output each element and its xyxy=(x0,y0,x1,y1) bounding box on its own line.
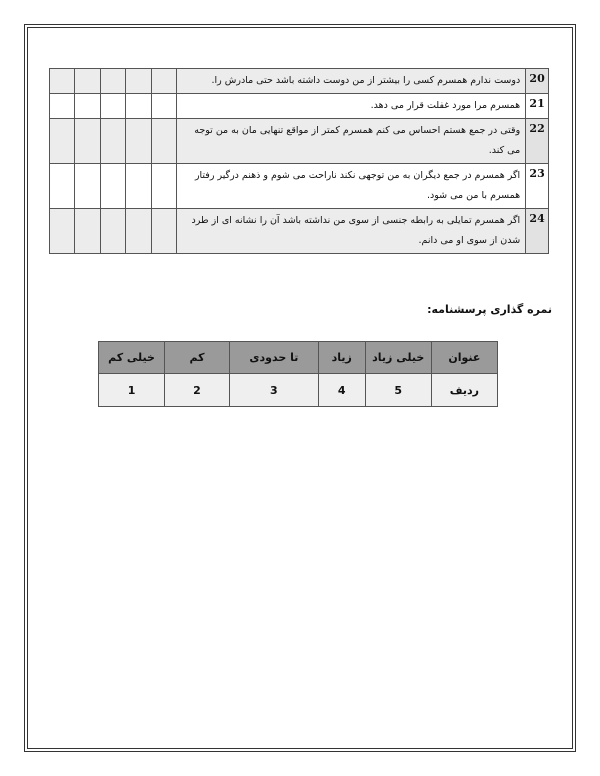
answer-cell[interactable] xyxy=(100,164,125,209)
question-text: وقتی در جمع هستم احساس می کنم همسرم کمتر از مواقع تنهایی مان به من توجه می کند. xyxy=(176,119,525,164)
answer-cell[interactable] xyxy=(100,119,125,164)
question-row xyxy=(50,69,549,94)
question-text: اگر همسرم تمایلی به رابطه جنسی از سوی من نداشته باشد آن را نشانه ای از طرد شدن از سوی او می دانم. xyxy=(176,209,525,254)
answer-cell[interactable] xyxy=(75,164,100,209)
answer-cell[interactable] xyxy=(50,69,75,94)
question-text: دوست ندارم همسرم کسی را بیشتر از من دوست داشته باشد حتی مادرش را. xyxy=(176,69,525,94)
scoring-value-cell: 2 xyxy=(165,374,230,407)
answer-cell[interactable] xyxy=(100,209,125,254)
answer-cell[interactable] xyxy=(75,209,100,254)
question-row xyxy=(50,119,549,164)
answer-cell[interactable] xyxy=(50,164,75,209)
answer-cell[interactable] xyxy=(50,94,75,119)
scoring-header-cell: کم xyxy=(165,342,230,374)
answer-cell[interactable] xyxy=(50,119,75,164)
scoring-header-cell: تا حدودی xyxy=(229,342,318,374)
scoring-value-cell: 5 xyxy=(365,374,431,407)
answer-cell[interactable] xyxy=(151,164,176,209)
scoring-value-row xyxy=(99,374,498,407)
scoring-header-cell: عنوان xyxy=(431,342,497,374)
question-text: اگر همسرم در جمع دیگران به من توجهی نکند ناراحت می شوم و ذهنم درگیر رفتار همسرم با من می شود. xyxy=(176,164,525,209)
answer-cell[interactable] xyxy=(151,119,176,164)
answer-cell[interactable] xyxy=(126,69,151,94)
question-number: 23 xyxy=(526,164,549,209)
question-text: همسرم مرا مورد غفلت قرار می دهد. xyxy=(176,94,525,119)
question-row xyxy=(50,209,549,254)
answer-cell[interactable] xyxy=(100,69,125,94)
question-row xyxy=(50,164,549,209)
question-number: 21 xyxy=(526,94,549,119)
answer-cell[interactable] xyxy=(126,94,151,119)
question-row xyxy=(50,94,549,119)
scoring-table xyxy=(98,341,498,407)
scoring-title: نمره گذاری پرسشنامه: xyxy=(427,303,552,316)
answer-cell[interactable] xyxy=(75,94,100,119)
answer-cell[interactable] xyxy=(126,209,151,254)
answer-cell[interactable] xyxy=(151,209,176,254)
scoring-header-cell: زیاد xyxy=(318,342,365,374)
questionnaire-table xyxy=(49,68,549,254)
scoring-value-cell: ردیف xyxy=(431,374,497,407)
scoring-value-cell: 1 xyxy=(99,374,165,407)
scoring-value-cell: 4 xyxy=(318,374,365,407)
scoring-header-cell: خیلی زیاد xyxy=(365,342,431,374)
answer-cell[interactable] xyxy=(151,69,176,94)
answer-cell[interactable] xyxy=(75,69,100,94)
scoring-header-cell: خیلی کم xyxy=(99,342,165,374)
question-number: 24 xyxy=(526,209,549,254)
answer-cell[interactable] xyxy=(75,119,100,164)
answer-cell[interactable] xyxy=(126,119,151,164)
question-number: 20 xyxy=(526,69,549,94)
scoring-value-cell: 3 xyxy=(229,374,318,407)
answer-cell[interactable] xyxy=(126,164,151,209)
answer-cell[interactable] xyxy=(151,94,176,119)
question-number: 22 xyxy=(526,119,549,164)
answer-cell[interactable] xyxy=(50,209,75,254)
scoring-header-row xyxy=(99,342,498,374)
answer-cell[interactable] xyxy=(100,94,125,119)
